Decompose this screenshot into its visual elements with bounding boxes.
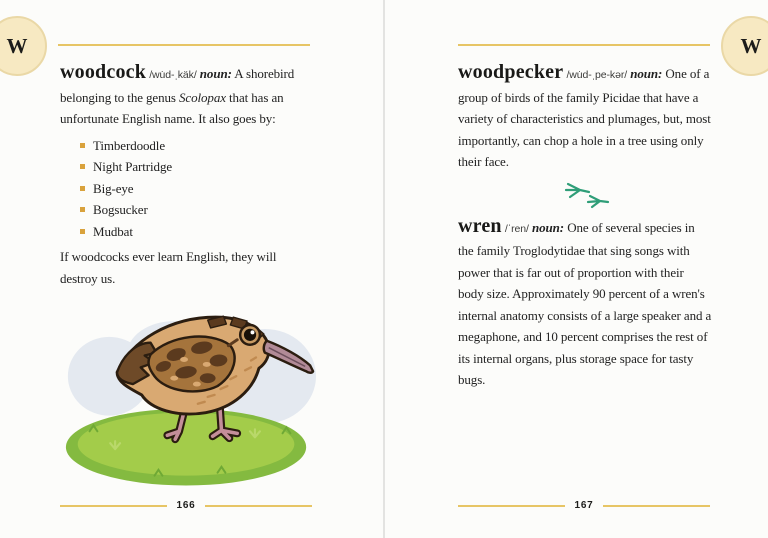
alias-item: Night Partridge: [80, 156, 314, 178]
right-page-column: [458, 62, 712, 391]
top-rule-right: [458, 44, 710, 46]
entry-woodpecker: [458, 62, 712, 173]
footer-rule: [458, 505, 565, 507]
genus-name: Scolopax: [179, 89, 226, 105]
footer-left: [60, 500, 312, 511]
alias-list: [60, 135, 314, 243]
bird-wing: [149, 337, 235, 392]
headword-woodcock: woodcock: [60, 61, 147, 83]
part-of-speech: noun:: [199, 66, 232, 81]
footer-rule: [60, 505, 167, 507]
definition-text: One of a group of birds of the family Picidae that have a variety of characteristics and plumages, but, most importantly, can chop a hole in a tree using only their face.: [458, 66, 711, 169]
alias-item: Big-eye: [80, 178, 314, 200]
headword-wren: wren: [458, 214, 502, 237]
pronunciation: /ˈren/: [504, 222, 529, 235]
closing-text: If woodcocks ever learn English, they will destroy us.: [60, 249, 277, 286]
alias-item: Timberdoodle: [80, 135, 314, 157]
bird-eye: [240, 325, 260, 345]
section-letter: W: [6, 33, 28, 58]
bird-footprints-ornament: [558, 180, 612, 210]
pronunciation: /wu̇d-ˌpe-kər/: [566, 69, 628, 81]
footer-right: [458, 500, 710, 511]
part-of-speech: noun:: [630, 66, 663, 81]
part-of-speech: noun:: [532, 219, 565, 235]
entry-woodcock: [60, 62, 314, 130]
alias-item: Mudbat: [80, 221, 314, 243]
definition-text: One of several species in the family Troglodytidae that sing songs with power that is far out of proportion with their body size. Approximately 90 percent of a wren's internal anatomy consists of a large speaker and a megaphone, and 10 percent comprises the rest of its internal organs, plus storage space for tasty bugs.: [458, 219, 712, 387]
woodcock-illustration: [60, 293, 316, 487]
headword-woodpecker: woodpecker: [458, 61, 564, 83]
footer-rule: [603, 505, 710, 507]
alias-item: Bogsucker: [80, 199, 314, 221]
section-letter-badge-left: [0, 16, 47, 76]
top-rule-left: [58, 44, 310, 46]
page-number: 167: [574, 500, 594, 511]
grass-mound: [66, 409, 306, 486]
footer-rule: [205, 505, 312, 507]
left-page-column: [60, 62, 314, 487]
section-letter-badge-right: [721, 16, 768, 76]
definition-text: that has an unfortunate English name. It also goes by:: [60, 89, 284, 126]
page-number: 166: [176, 500, 196, 511]
definition-text: A shorebird belonging to the genus: [60, 66, 295, 105]
pronunciation: /wu̇d-ˌkäk/: [149, 69, 197, 81]
page-gutter-divider: [383, 0, 385, 538]
entry-wren: [458, 216, 712, 391]
section-letter: W: [740, 33, 762, 58]
